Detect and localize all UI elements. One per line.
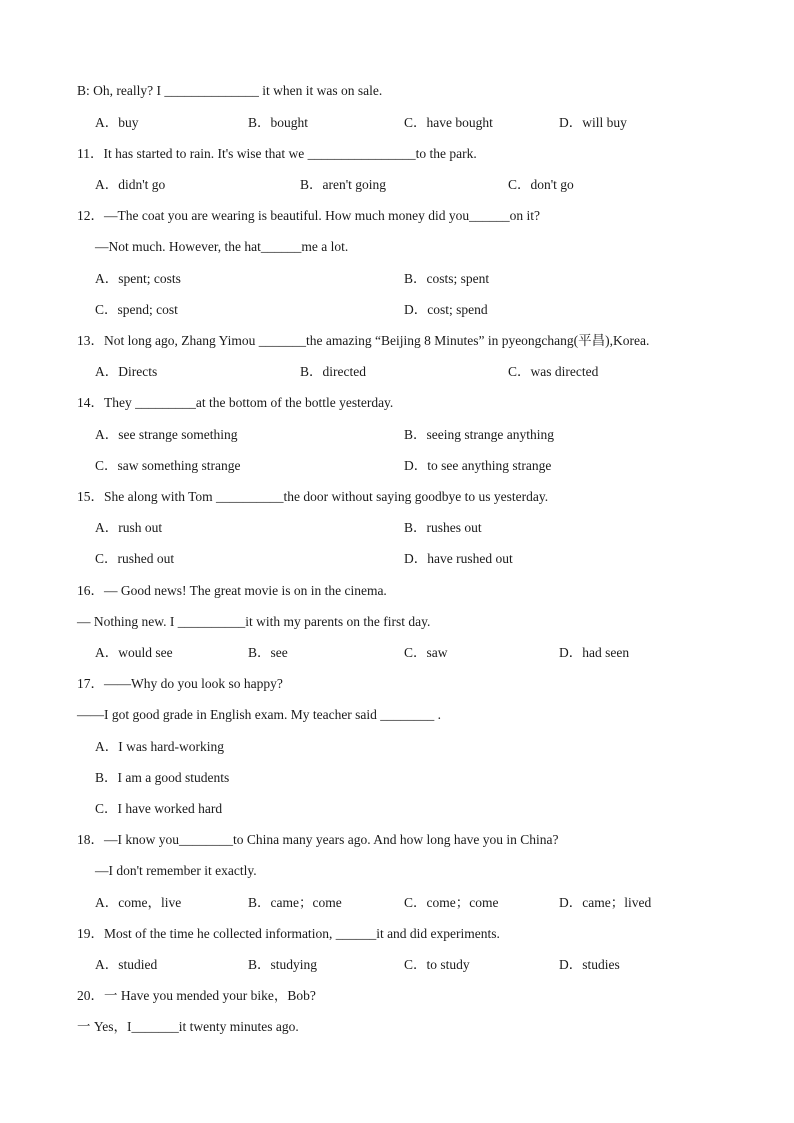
answer-option: A．spent; costs	[95, 271, 181, 286]
answer-option: C．saw something strange	[95, 458, 241, 473]
answer-option: A．buy	[95, 115, 139, 130]
answer-option: B．aren't going	[300, 177, 387, 192]
answer-option: C．saw	[404, 645, 448, 660]
answer-option: B．see	[248, 645, 288, 660]
question-line: 一 Yes，I_______it twenty minutes ago.	[77, 1019, 299, 1034]
answer-option: D．came；lived	[559, 895, 652, 910]
answer-option: B．came；come	[248, 895, 342, 910]
answer-option: A．didn't go	[95, 177, 166, 192]
question-line: B: Oh, really? I ______________ it when it was on sale.	[77, 83, 383, 98]
question-line: 12．—The coat you are wearing is beautiful. How much money did you______on it?	[77, 208, 541, 223]
answer-option: A．see strange something	[95, 427, 238, 442]
question-line: 15．She along with Tom __________the door without saying goodbye to us yesterday.	[77, 489, 549, 504]
answer-option: C．have bought	[404, 115, 493, 130]
question-line: ——I got good grade in English exam. My teacher said ________ .	[77, 707, 442, 722]
answer-option: B．costs; spent	[404, 271, 490, 286]
answer-option: D．have rushed out	[404, 551, 513, 566]
answer-option: D．to see anything strange	[404, 458, 552, 473]
question-line: —I don't remember it exactly.	[95, 863, 257, 878]
question-line: 20．一 Have you mended your bike，Bob?	[77, 988, 316, 1003]
answer-option: C．don't go	[508, 177, 574, 192]
answer-option: C．was directed	[508, 364, 599, 379]
answer-option: C．spend; cost	[95, 302, 178, 317]
question-line: 19．Most of the time he collected information, ______it and did experiments.	[77, 926, 500, 941]
question-line: 18．—I know you________to China many years ago. And how long have you in China?	[77, 832, 559, 847]
answer-option: C．rushed out	[95, 551, 175, 566]
answer-option: A．would see	[95, 645, 173, 660]
answer-option: B．bought	[248, 115, 309, 130]
answer-option: A．Directs	[95, 364, 158, 379]
question-line: 11．It has started to rain. It's wise that we ________________to the park.	[77, 146, 477, 161]
question-line: — Nothing new. I __________it with my parents on the first day.	[77, 614, 431, 629]
question-line: 17．——Why do you look so happy?	[77, 676, 283, 691]
answer-option: D．will buy	[559, 115, 627, 130]
answer-option: A．come，live	[95, 895, 182, 910]
question-line: —Not much. However, the hat______me a lot.	[95, 239, 349, 254]
answer-option: D．had seen	[559, 645, 630, 660]
answer-option: A．rush out	[95, 520, 163, 535]
answer-option: B．studying	[248, 957, 318, 972]
question-line: 16．— Good news! The great movie is on in the cinema.	[77, 583, 387, 598]
answer-option: B．directed	[300, 364, 366, 379]
answer-option: A．studied	[95, 957, 158, 972]
question-line: 13．Not long ago, Zhang Yimou _______the amazing “Beijing 8 Minutes” in pyeongchang(平昌),Korea.	[77, 333, 650, 348]
answer-option: D．cost; spend	[404, 302, 488, 317]
answer-option: C．come；come	[404, 895, 499, 910]
question-line: C．I have worked hard	[95, 801, 223, 816]
answer-option: C．to study	[404, 957, 470, 972]
question-line: B．I am a good students	[95, 770, 230, 785]
answer-option: D．studies	[559, 957, 620, 972]
answer-option: B．seeing strange anything	[404, 427, 554, 442]
question-line: 14．They _________at the bottom of the bottle yesterday.	[77, 395, 394, 410]
answer-option: B．rushes out	[404, 520, 482, 535]
question-line: A．I was hard-working	[95, 739, 224, 754]
